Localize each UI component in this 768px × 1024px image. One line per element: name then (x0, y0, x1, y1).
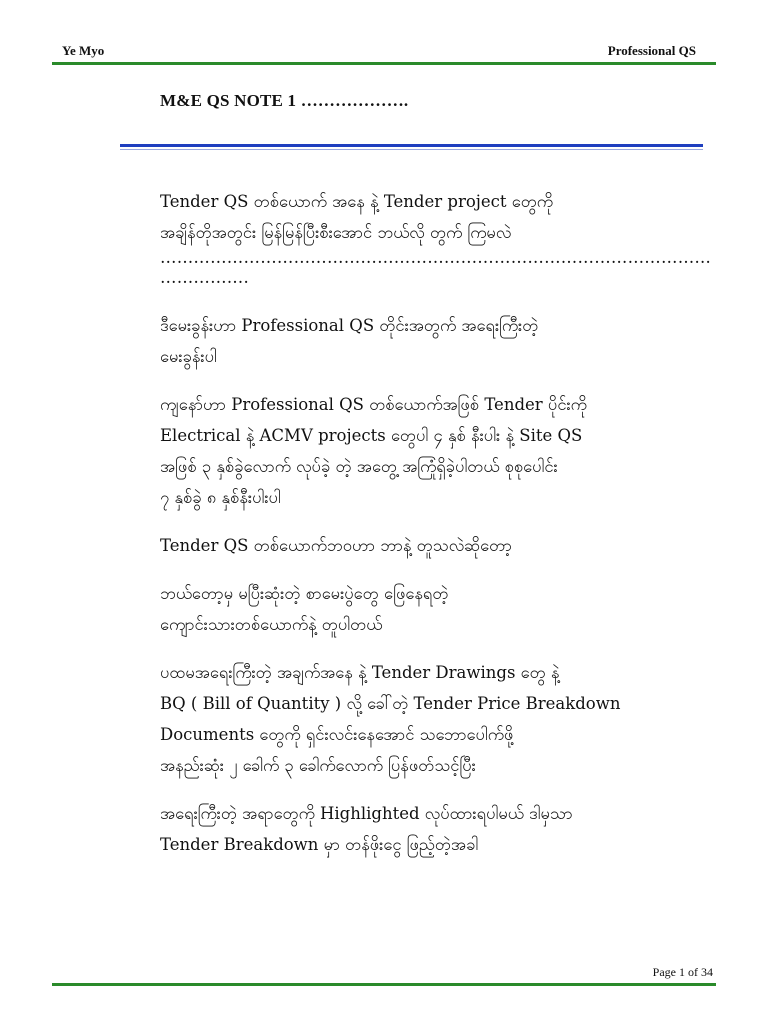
paragraph-line: မေးခွန်းပါ (160, 347, 217, 366)
paragraph (160, 186, 712, 288)
paragraph (160, 657, 660, 781)
header-divider (52, 62, 716, 65)
paragraph (160, 389, 660, 513)
header-author: Ye Myo (62, 43, 105, 58)
dotted-leader: ……………………………………………………………………………………… (160, 248, 712, 267)
paragraph-line: Electrical နဲ့ ACMV projects တွေပါ ၄ နှစ် နီးပါး နဲ့ Site QS (160, 426, 583, 445)
dotted-leader: ……………. (160, 268, 249, 287)
paragraph-line: အဖြစ် ၃ နှစ်ခွဲလောက် လုပ်ခဲ့ တဲ့ အတွေ့ အကြုံရှိခဲ့ပါတယ် စုစုပေါင်း (160, 457, 558, 476)
paragraph-line: Tender Breakdown မှာ တန်ဖိုးငွေ ဖြည့်တဲ့အခါ (160, 835, 479, 854)
paragraph (160, 310, 660, 372)
paragraph (160, 530, 660, 561)
paragraph-line: ပထမအရေးကြီးတဲ့ အချက်အနေ နဲ့ Tender Drawings တွေ နဲ့ (160, 663, 560, 682)
paragraph-line: Tender QS တစ်ယောက်ဘဝဟာ ဘာနဲ့ တူသလဲဆိုတော့ (160, 536, 512, 555)
paragraph-line: ၇ နှစ်ခွဲ ၈ နှစ်နီးပါးပါ (160, 488, 281, 507)
paragraph-line: Tender QS တစ်ယောက် အနေ နဲ့ Tender project တွေကို (160, 192, 553, 211)
paragraph-line: BQ ( Bill of Quantity ) လို့ ခေါ်တဲ့ Tender Price Breakdown (160, 694, 621, 713)
title-divider (120, 144, 703, 147)
page-number: Page 1 of 34 (652, 965, 713, 979)
paragraph-line: ကျနော်ဟာ Professional QS တစ်ယောက်အဖြစ် Tender ပိုင်းကို (160, 395, 587, 414)
paragraph-line: ကျောင်းသားတစ်ယောက်နဲ့ တူပါတယ် (160, 615, 383, 634)
footer-divider (52, 983, 716, 986)
paragraph (160, 578, 660, 640)
document-title: M&E QS NOTE 1 ………………. (160, 91, 409, 110)
document-body (160, 186, 712, 877)
paragraph-line: အနည်းဆုံး ၂ ခေါက် ၃ ခေါက်လောက် ပြန်ဖတ်သင့်ပြီး (160, 756, 476, 775)
paragraph-line: Documents တွေကို ရှင်းလင်းနေအောင် သဘောပေါက်ဖို့ (160, 725, 514, 744)
paragraph-line: အချိန်တိုအတွင်း မြန်မြန်ပြီးစီးအောင် ဘယ်လို တွက် ကြမလဲ (160, 223, 512, 242)
paragraph (160, 798, 660, 860)
title-divider-thin (120, 149, 703, 150)
paragraph-line: ဘယ်တော့မှ မပြီးဆုံးတဲ့ စာမေးပွဲတွေ ဖြေနေရတဲ့ (160, 584, 449, 603)
paragraph-line: ဒီမေးခွန်းဟာ Professional QS တိုင်းအတွက် အရေးကြီးတဲ့ (160, 316, 539, 335)
page-header (52, 43, 716, 61)
header-tag: Professional QS (607, 43, 696, 58)
paragraph-line: အရေးကြီးတဲ့ အရာတွေကို Highlighted လုပ်ထားရပါမယ် ဒါမှသာ (160, 804, 573, 823)
